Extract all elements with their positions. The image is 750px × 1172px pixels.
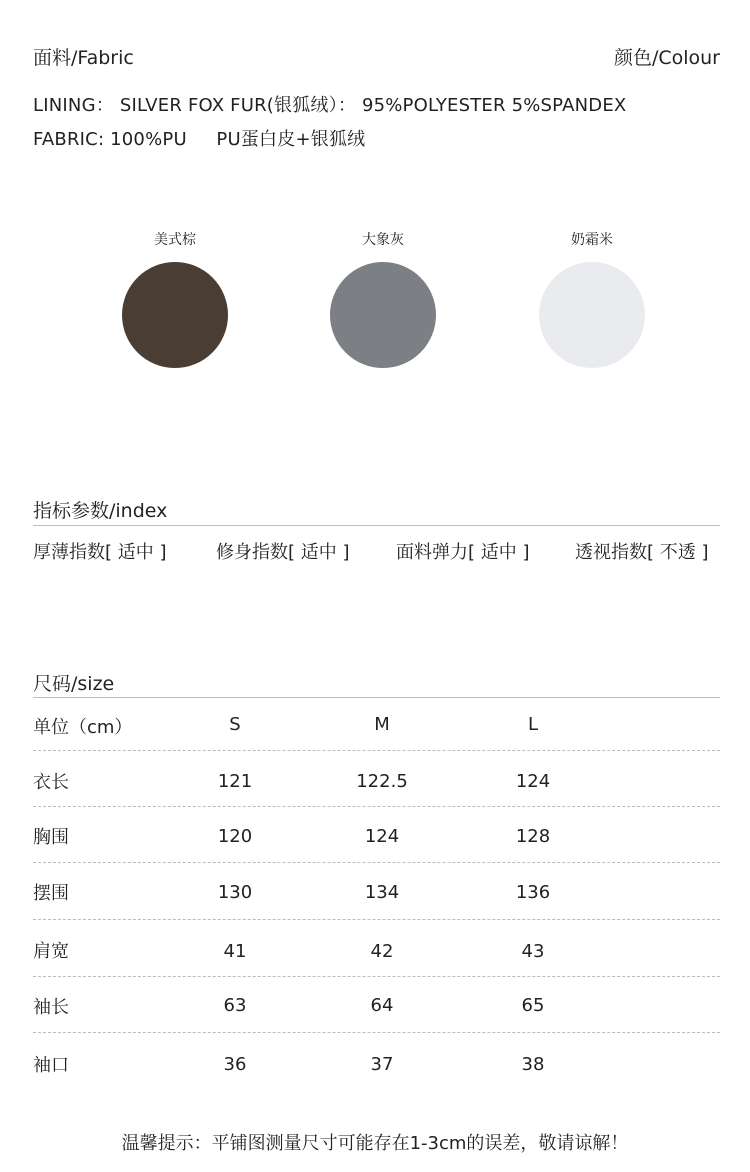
cell-shoulder-s: 41 (223, 941, 247, 962)
index-elasticity: 面料弹力[ 适中 ] (396, 542, 530, 563)
row-separator (33, 750, 720, 751)
row-label-cuff: 袖口 (33, 1055, 69, 1076)
measurement-tip: 温馨提示：平铺图测量尺寸可能存在1-3cm的误差，敬请谅解！ (121, 1133, 629, 1154)
cell-hem-l: 136 (515, 882, 551, 903)
fabric-section-title: 面料/Fabric (33, 47, 134, 69)
row-separator (33, 862, 720, 863)
cell-hem-m: 134 (364, 882, 400, 903)
cell-cuff-s: 36 (223, 1054, 247, 1075)
cell-length-m: 122.5 (356, 771, 408, 792)
size-section-title: 尺码/size (33, 673, 115, 695)
swatch-label-brown: 美式棕 (154, 232, 196, 248)
row-label-chest: 胸围 (33, 827, 69, 848)
index-section-title: 指标参数/index (33, 500, 168, 522)
lining-composition: LINING： SILVER FOX FUR(银狐绒）： 95%POLYESTER 5%SPANDEX (33, 95, 627, 116)
size-divider (33, 697, 720, 698)
row-separator (33, 806, 720, 807)
swatch-label-grey: 大象灰 (362, 232, 404, 248)
row-separator (33, 1032, 720, 1033)
cell-length-s: 121 (217, 771, 253, 792)
index-thickness: 厚薄指数[ 适中 ] (33, 542, 167, 563)
size-col-m: M (374, 714, 390, 735)
cell-hem-s: 130 (217, 882, 253, 903)
row-label-length: 衣长 (33, 772, 69, 793)
cell-length-l: 124 (515, 771, 551, 792)
cell-chest-s: 120 (217, 826, 253, 847)
cell-chest-l: 128 (515, 826, 551, 847)
colour-section-title: 颜色/Colour (613, 47, 720, 69)
swatch-label-cream: 奶霜米 (571, 232, 613, 248)
swatch-cream (539, 262, 645, 368)
index-transparency: 透视指数[ 不透 ] (575, 542, 709, 563)
swatch-brown (122, 262, 228, 368)
row-label-shoulder: 肩宽 (33, 941, 69, 962)
row-separator (33, 919, 720, 920)
row-label-hem: 摆围 (33, 883, 69, 904)
size-col-s: S (229, 714, 241, 735)
cell-sleeve-length-m: 64 (370, 995, 394, 1016)
swatch-grey (330, 262, 436, 368)
fabric-composition: FABRIC: 100%PU PU蛋白皮+银狐绒 (33, 129, 366, 150)
row-separator (33, 976, 720, 977)
cell-chest-m: 124 (364, 826, 400, 847)
cell-sleeve-length-l: 65 (521, 995, 545, 1016)
cell-shoulder-l: 43 (521, 941, 545, 962)
cell-cuff-m: 37 (370, 1054, 394, 1075)
size-unit-header: 单位（cm） (33, 717, 133, 738)
index-divider (33, 525, 720, 526)
size-col-l: L (527, 714, 539, 735)
cell-shoulder-m: 42 (370, 941, 394, 962)
cell-cuff-l: 38 (521, 1054, 545, 1075)
index-fit: 修身指数[ 适中 ] (216, 542, 350, 563)
row-label-sleeve-length: 袖长 (33, 997, 69, 1018)
cell-sleeve-length-s: 63 (223, 995, 247, 1016)
